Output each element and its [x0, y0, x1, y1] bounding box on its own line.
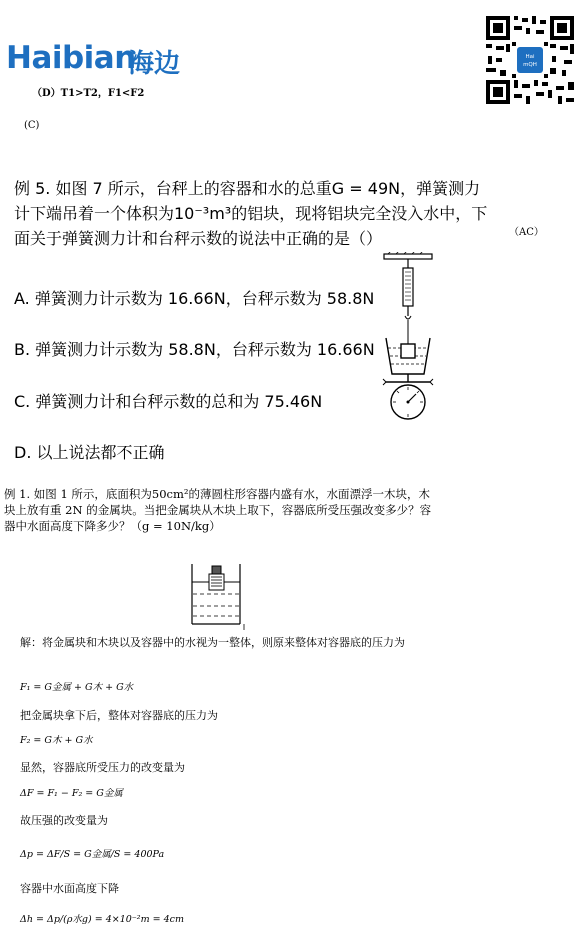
- prev-option-d: （D）T1>T2，F1<F2: [32, 88, 145, 99]
- logo-text: Haibian: [6, 40, 136, 76]
- example5-option-c: C. 弹簧测力计和台秤示数的总和为 75.46N: [14, 392, 323, 411]
- example5-option-b: B. 弹簧测力计示数为 58.8N，台秤示数为 16.66N: [14, 340, 375, 359]
- solution-formula-f2: F₂ = G木 + G水: [20, 735, 93, 746]
- example5-option-d: D. 以上说法都不正确: [14, 443, 165, 462]
- solution-formula-f5: Δh = Δp/(ρ水g) = 4×10⁻²m = 4cm: [20, 914, 184, 925]
- solution-line5: 容器中水面高度下降: [20, 882, 119, 895]
- logo-chinese: 海边: [128, 49, 181, 79]
- solution-formula-f4: Δp = ΔF/S = G金属/S = 400Pa: [20, 849, 165, 860]
- solution-line4: 故压强的改变量为: [20, 814, 108, 827]
- qr-badge-line2: mQH: [523, 62, 537, 68]
- example5-option-a: A. 弹簧测力计示数为 16.66N，台秤示数为 58.8N: [14, 289, 375, 308]
- figure-container-wood-metal: [186, 560, 248, 638]
- solution-line3: 显然，容器底所受压力的改变量为: [20, 761, 185, 774]
- solution-formula-f3: ΔF = F₁ − F₂ = G金属: [20, 788, 123, 799]
- figure-spring-scale-balance: [378, 252, 438, 436]
- solution-formula-f1: F₁ = G金属 + G木 + G水: [20, 682, 134, 693]
- example5-question: 例 5. 如图 7 所示，台秤上的容器和水的总重G = 49N，弹簧测力计下端吊着一个体积为10⁻³m³的铝块，现将铝块完全没入水中，下面关于弹簧测力计和台秤示数的说法中正确的是（）: [14, 179, 488, 248]
- solution-line2: 把金属块拿下后，整体对容器底的压力为: [20, 709, 218, 722]
- qr-code-icon: [484, 14, 576, 106]
- example5-answer: （AC）: [509, 227, 544, 238]
- example1-question: 例 1. 如图 1 所示，底面积为50cm²的薄圆柱形容器内盛有水，水面漂浮一木块，木块上放有重 2N 的金属块。当把金属块从木块上取下，容器底所受压强改变多少？容器中水面高度下降多少？（g = 10N/kg）: [4, 487, 432, 533]
- qr-badge-line1: Hai: [525, 54, 535, 60]
- solution-line1: 解：将金属块和木块以及容器中的水视为一整体，则原来整体对容器底的压力为: [20, 636, 405, 649]
- prev-answer: (C): [24, 120, 40, 131]
